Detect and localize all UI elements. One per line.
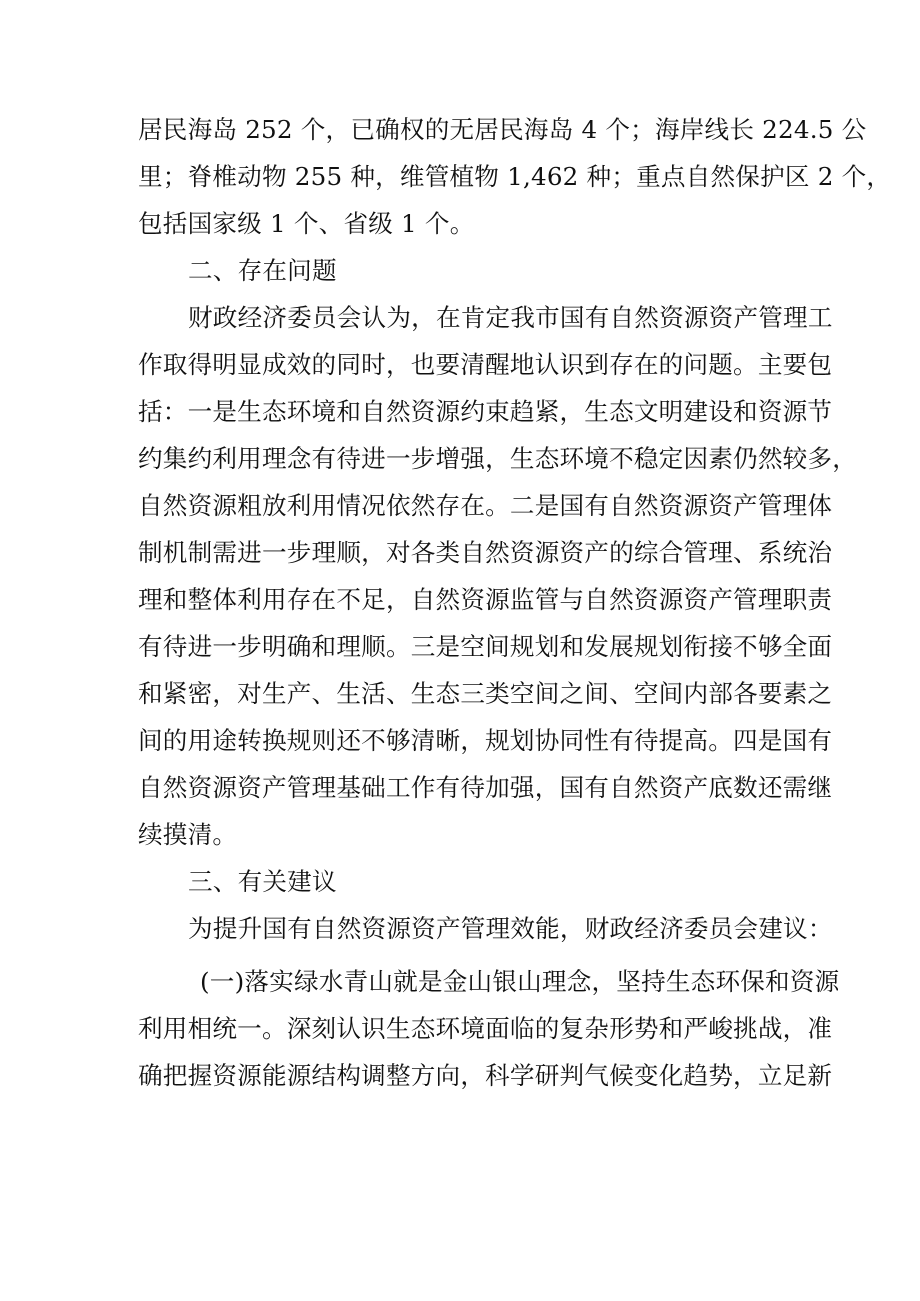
- paragraph-line: 理和整体利用存在不足，自然资源监管与自然资源资产管理职责: [138, 585, 833, 614]
- paragraph-line: 包括国家级 1 个、省级 1 个。: [138, 209, 475, 238]
- paragraph-line: 括：一是生态环境和自然资源约束趋紧，生态文明建设和资源节: [138, 397, 833, 426]
- paragraph-line: 里；脊椎动物 255 种，维管植物 1,462 种；重点自然保护区 2 个，: [138, 162, 892, 191]
- paragraph-line: 居民海岛 252 个，已确权的无居民海岛 4 个；海岸线长 224.5 公: [138, 115, 867, 144]
- paragraph-line: 制机制需进一步理顺，对各类自然资源资产的综合管理、系统治: [138, 538, 833, 567]
- paragraph-line: (一)落实绿水青山就是金山银山理念，坚持生态环保和资源: [200, 967, 840, 996]
- paragraph-line: 自然资源粗放利用情况依然存在。二是国有自然资源资产管理体: [138, 491, 833, 520]
- paragraph-line: 利用相统一。深刻认识生态环境面临的复杂形势和严峻挑战，准: [138, 1014, 833, 1043]
- document-body: [138, 106, 892, 1099]
- paragraph-line: 续摸清。: [138, 820, 238, 849]
- paragraph-line: 约集约利用理念有待进一步增强，生态环境不稳定因素仍然较多，: [138, 444, 858, 473]
- paragraph-line: 为提升国有自然资源资产管理效能，财政经济委员会建议：: [188, 914, 833, 943]
- paragraph-line: 自然资源资产管理基础工作有待加强，国有自然资产底数还需继: [138, 773, 833, 802]
- paragraph-line: 间的用途转换规则还不够清晰，规划协同性有待提高。四是国有: [138, 726, 833, 755]
- paragraph-line: 和紧密，对生产、生活、生态三类空间之间、空间内部各要素之: [138, 679, 833, 708]
- section-heading: 二、存在问题: [188, 256, 337, 285]
- paragraph-line: 确把握资源能源结构调整方向，科学研判气候变化趋势，立足新: [138, 1061, 833, 1090]
- paragraph-line: 有待进一步明确和理顺。三是空间规划和发展规划衔接不够全面: [138, 632, 833, 661]
- section-heading: 三、有关建议: [188, 867, 337, 896]
- paragraph-line: 财政经济委员会认为，在肯定我市国有自然资源资产管理工: [188, 303, 833, 332]
- paragraph-line: 作取得明显成效的同时，也要清醒地认识到存在的问题。主要包: [138, 350, 833, 379]
